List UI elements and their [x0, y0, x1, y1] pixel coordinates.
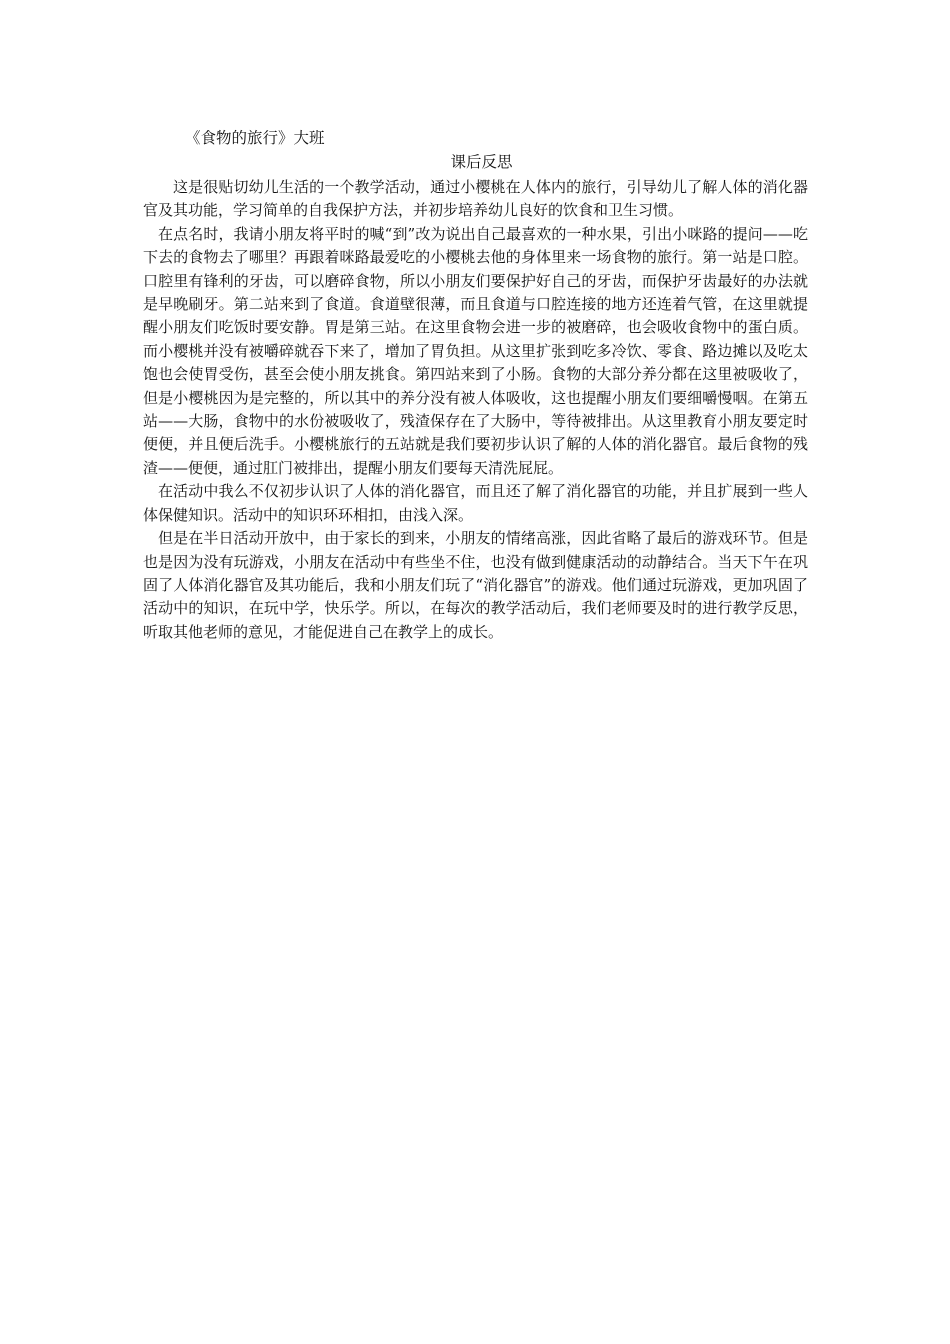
document-title: 《食物的旅行》大班: [185, 129, 325, 147]
paragraph-activity-gains: 在活动中我么不仅初步认识了人体的消化器官，而且还了解了消化器官的功能，并且扩展到一些人体保健知识。活动中的知识环环相扣，由浅入深。: [143, 482, 808, 524]
document-page: [143, 127, 808, 644]
paragraph-reflection: 但是在半日活动开放中，由于家长的到来，小朋友的情绪高涨，因此省略了最后的游戏环节。但是也是因为没有玩游戏，小朋友在活动中有些坐不住，也没有做到健康活动的动静结合。当天下午在巩固了人体消化器官及其功能后，我和小朋友们玩了“消化器官”的游戏。他们通过玩游戏，更加巩固了活动中的知识，在玩中学，快乐学。所以，在每次的教学活动后，我们老师要及时的进行教学反思，听取其他老师的意见，才能促进自己在教学上的成长。: [143, 529, 808, 641]
document-subtitle: 课后反思: [450, 153, 513, 171]
paragraph-intro: 这是很贴切幼儿生活的一个教学活动，通过小樱桃在人体内的旅行，引导幼儿了解人体的消化器官及其功能，学习简单的自我保护方法，并初步培养幼儿良好的饮食和卫生习惯。: [143, 178, 808, 220]
paragraph-activity-process: 在点名时，我请小朋友将平时的喊“到”改为说出自己最喜欢的一种水果，引出小咪路的提问——吃下去的食物去了哪里？再跟着咪路最爱吃的小樱桃去他的身体里来一场食物的旅行。第一站是口腔。口腔里有锋利的牙齿，可以磨碎食物，所以小朋友们要保护好自己的牙齿，而保护牙齿最好的办法就是早晚刷牙。第二站来到了食道。食道壁很薄，而且食道与口腔连接的地方还连着气管，在这里就提醒小朋友们吃饭时要安静。胃是第三站。在这里食物会进一步的被磨碎，也会吸收食物中的蛋白质。而小樱桃并没有被嚼碎就吞下来了，增加了胃负担。从这里扩张到吃多冷饮、零食、路边摊以及吃太饱也会使胃受伤，甚至会使小朋友挑食。第四站来到了小肠。食物的大部分养分都在这里被吸收了，但是小樱桃因为是完整的，所以其中的养分没有被人体吸收，这也提醒小朋友们要细嚼慢咽。在第五站——大肠，食物中的水份被吸收了，残渣保存在了大肠中，等待被排出。从这里教育小朋友要定时便便，并且便后洗手。小樱桃旅行的五站就是我们要初步认识了解的人体的消化器官。最后食物的残渣——便便，通过肛门被排出，提醒小朋友们要每天清洗屁屁。: [143, 224, 808, 477]
document-body: [143, 176, 808, 644]
